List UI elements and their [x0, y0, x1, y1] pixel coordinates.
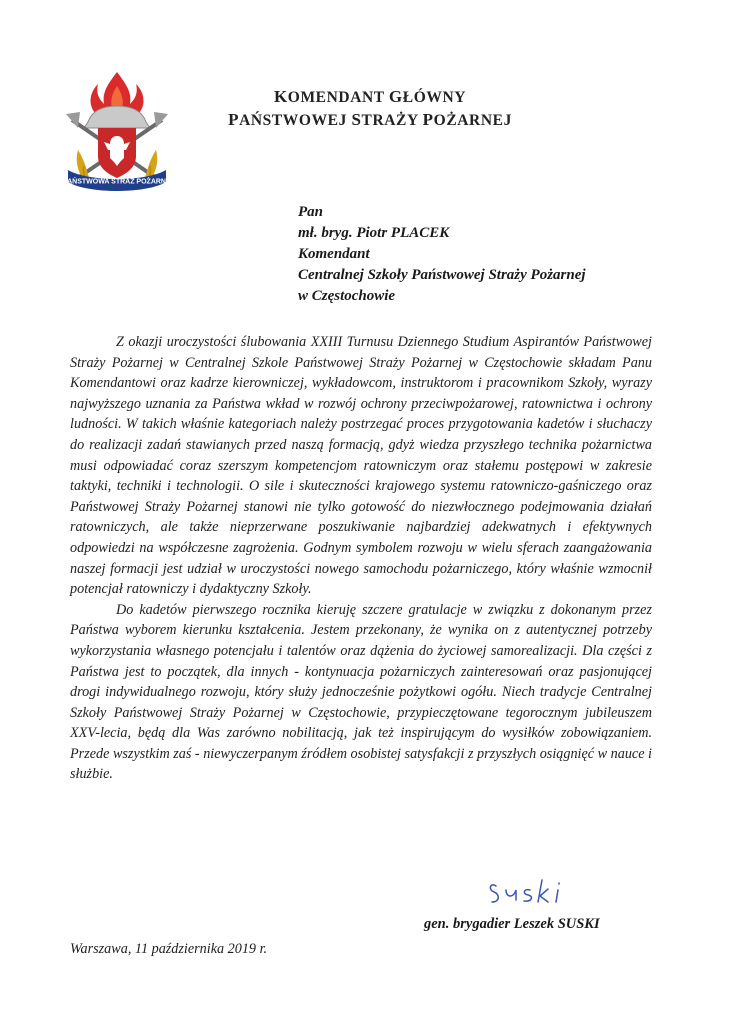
psp-emblem-logo	[58, 70, 176, 202]
addressee-salutation: Pan	[298, 204, 324, 220]
letter-body	[70, 332, 652, 785]
place-and-date: Warszawa, 11 października 2019 r.	[70, 941, 268, 957]
signer-name: gen. brygadier Leszek SUSKI	[424, 916, 600, 932]
body-paragraph-2: Do kadetów pierwszego rocznika kieruję szczere gratulacje w związku z dokonanym przez Państwa wyborem kierunku kształcenia. Jestem przekonany, że wynika on z autentycznej potrzeby wykorzystania własnego potencjału i talentów oraz dążenia do życiowej samorealizacji. Dla części z Państwa jest to początek, dla innych - kontynuacja pożarniczych zainteresowań oraz pasjonującej drogi indywidualnego rozwoju, który służy jednocześnie pożytkowi ogółu. Niech tradycje Centralnej Szkoły Państwowej Straży Pożarnej w Częstochowie, przypieczętowane tegorocznym jubileuszem XXV-lecia, będą dla Was zarówno nobilitacją, jak też inspirującym do wysiłków zobowiązaniem. Przede wszystkim zaś - niewyczerpanym źródłem osobistej satysfakcji z przyszłych osiągnięć w nauce i służbie.	[70, 601, 652, 783]
emblem-band-text: PAŃSTWOWA STRAŻ POŻARNA	[62, 178, 172, 186]
psp-emblem-icon	[58, 70, 176, 202]
addressee-block	[298, 202, 586, 307]
letterhead-line-2: PAŃSTWOWEJ STRAŻY POŻARNEJ	[228, 110, 512, 129]
letterhead-line-1: KOMENDANT GŁÓWNY	[273, 87, 467, 106]
body-paragraph-1: Z okazji uroczystości ślubowania XXIII Turnusu Dziennego Studium Aspirantów Państwowej Straży Pożarnej w Centralnej Szkole Państwowej Straży Pożarnej w Częstochowie składam Panu Komendantowi oraz kadrze kierowniczej, wykładowcom, instruktorom i pracownikom Szkoły, wyrazy najwyższego uznania za Państwa wkład w rozwój ochrony przeciwpożarowej, ratownictwa i ochrony ludności. W takich właśnie kategoriach należy postrzegać proces przygotowania kadetów i słuchaczy do realizacji zadań stawianych przed naszą formacją, gdyż wiedza przyszłego technika pożarnictwa musi odpowiadać coraz szerszym kompetencjom ratowniczym oraz stałemu postępowi w zakresie taktyki, techniki i technologii. O sile i skuteczności krajowego systemu ratowniczo-gaśniczego oraz Państwowej Straży Pożarnej stanowi nie tylko gotowość do niezwłocznego podejmowania działań ratowniczych, ale także nieprzerwane poszukiwanie najbardziej adekwatnych i efektywnych odpowiedzi na współczesne zagrożenia. Godnym symbolem rozwoju w wielu sferach zaangażowania naszej formacji jest udział w uroczystości nowego samochodu pożarniczego, który właśnie wzmocnił potencjał ratowniczy i dydaktyczny Szkoły.	[70, 334, 652, 598]
addressee-name: mł. bryg. Piotr PLACEK	[298, 225, 450, 241]
addressee-institution: Centralnej Szkoły Państwowej Straży Pożarnej	[298, 267, 586, 283]
addressee-position: Komendant	[298, 246, 370, 262]
handwritten-signature	[486, 872, 596, 912]
signature-scribble-icon	[486, 872, 596, 912]
addressee-city: w Częstochowie	[298, 288, 396, 304]
letterhead-title	[190, 86, 550, 132]
